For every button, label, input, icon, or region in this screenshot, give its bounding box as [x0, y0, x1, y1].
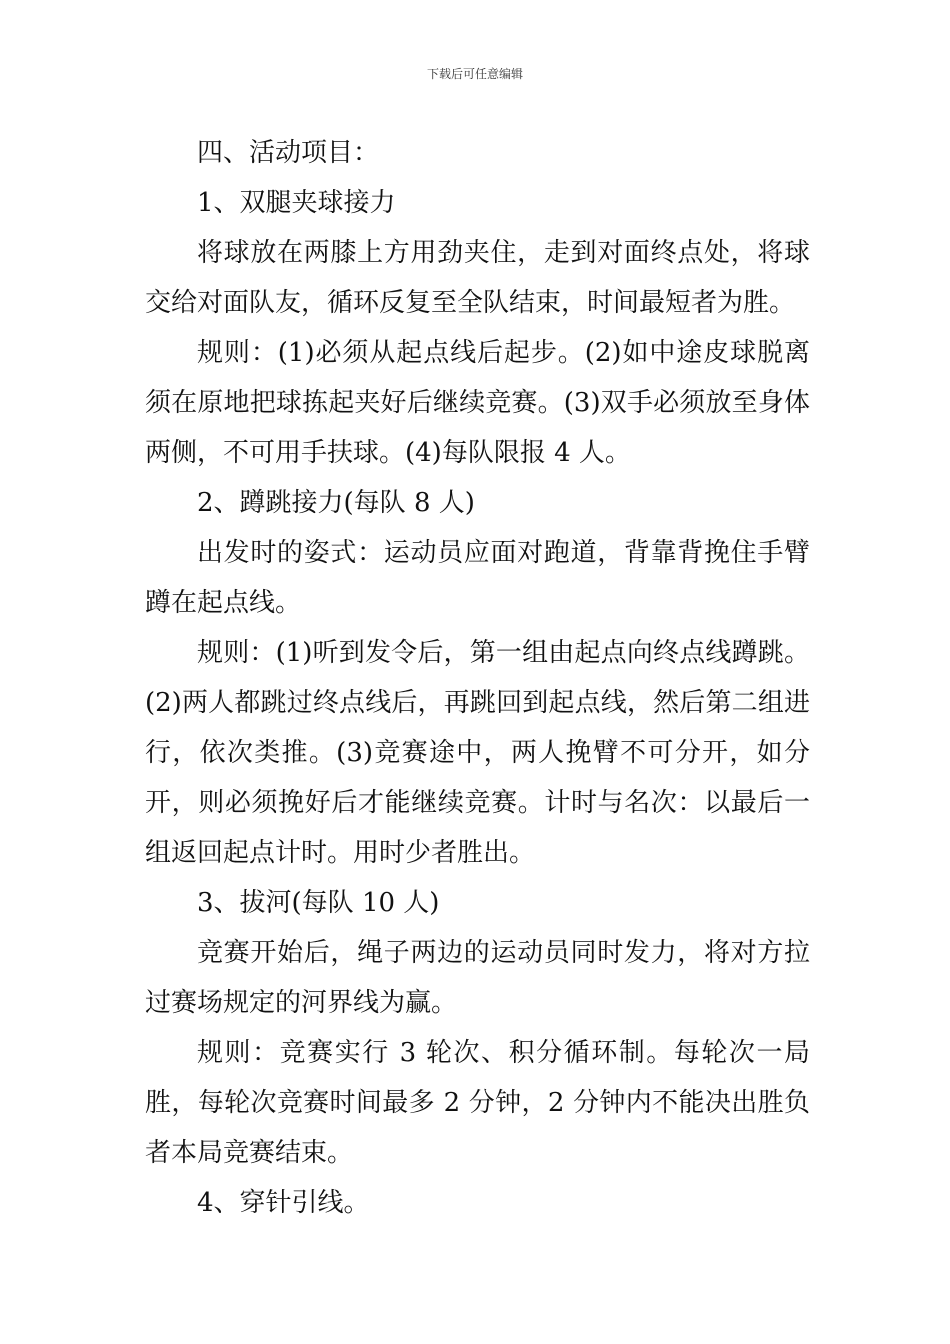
item-rules-tug-of-war: 规则：竞赛实行 3 轮次、积分循环制。每轮次一局胜，每轮次竞赛时间最多 2 分钟，2 分钟内不能决出胜负者本局竞赛结束。	[145, 1038, 810, 1168]
item-rules-ball-relay: 规则：(1)必须从起点线后起步。(2)如中途皮球脱离须在原地把球拣起夹好后继续竞赛。(3)双手必须放至身体两侧，不可用手扶球。(4)每队限报 4 人。	[145, 338, 810, 468]
item-description-tug-of-war: 竞赛开始后，绳子两边的运动员同时发力，将对方拉过赛场规定的河界线为赢。	[145, 938, 810, 1018]
document-body	[145, 128, 810, 1228]
section-heading-activities: 四、活动项目：	[197, 138, 380, 168]
item-heading-threading-needle: 4、穿针引线。	[197, 1188, 370, 1218]
item-rules-squat-jump-relay: 规则：(1)听到发令后，第一组由起点向终点线蹲跳。(2)两人都跳过终点线后，再跳回到起点线，然后第二组进行，依次类推。(3)竞赛途中，两人挽臂不可分开，如分开，则必须挽好后才能继续竞赛。计时与名次：以最后一组返回起点计时。用时少者胜出。	[145, 638, 810, 868]
item-description-squat-jump-relay: 出发时的姿式：运动员应面对跑道，背靠背挽住手臂蹲在起点线。	[145, 538, 810, 618]
item-heading-tug-of-war: 3、拔河(每队 10 人)	[197, 888, 440, 918]
page-header: 下载后可任意编辑	[426, 67, 523, 81]
item-heading-squat-jump-relay: 2、蹲跳接力(每队 8 人)	[197, 488, 475, 518]
item-description-ball-relay: 将球放在两膝上方用劲夹住，走到对面终点处，将球交给对面队友，循环反复至全队结束，时间最短者为胜。	[145, 238, 810, 318]
item-heading-ball-relay: 1、双腿夹球接力	[197, 188, 396, 218]
